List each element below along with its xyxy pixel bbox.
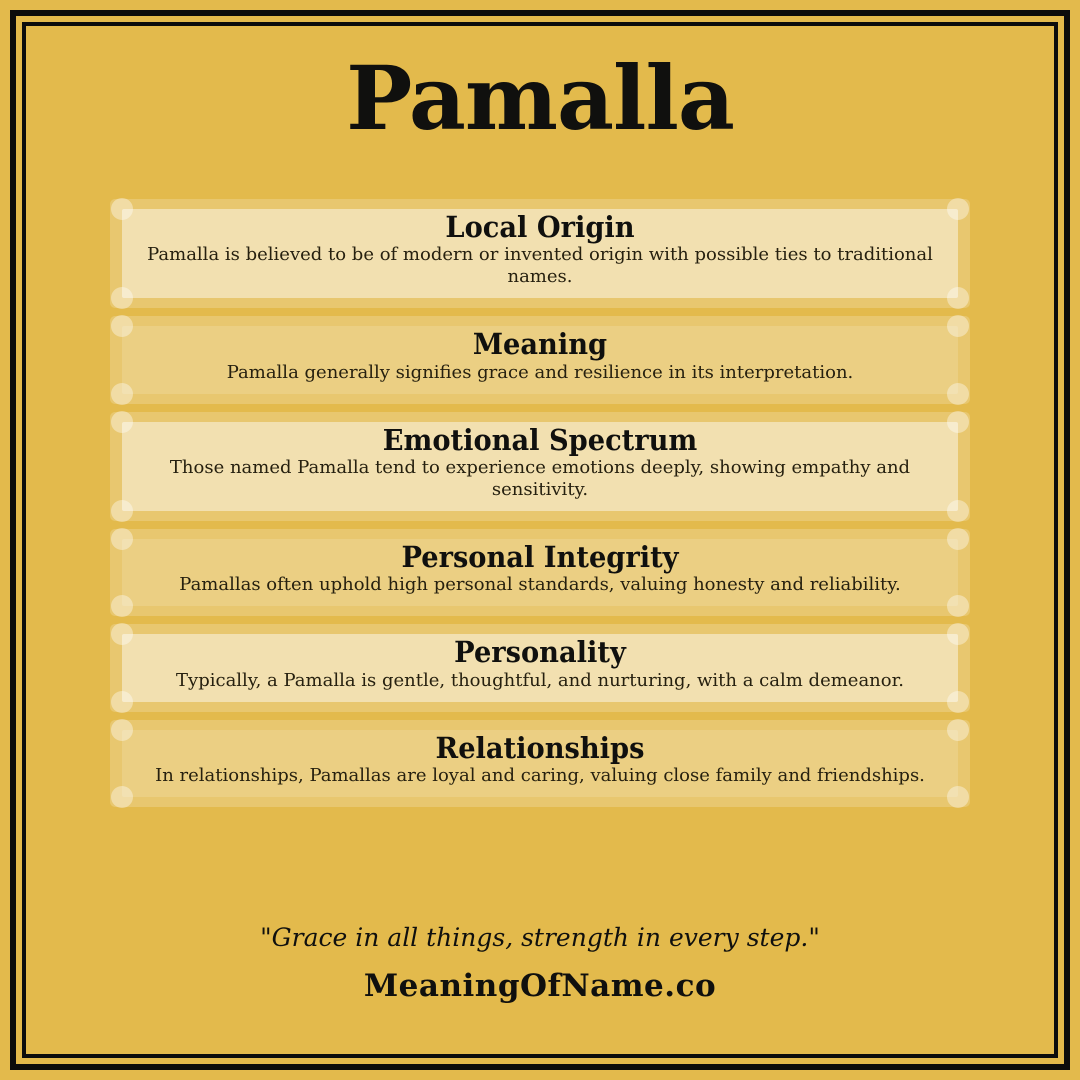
poster-content [26, 26, 1054, 1054]
section-heading: Local Origin [445, 209, 635, 244]
section-card-panel [122, 326, 958, 393]
section-body: Pamalla is believed to be of modern or invented origin with possible ties to traditional names. [147, 244, 933, 288]
tagline-quote: "Grace in all things, strength in every step." [260, 923, 820, 953]
corner-dot-icon [111, 719, 133, 741]
corner-dot-icon [111, 595, 133, 617]
corner-dot-icon [111, 315, 133, 337]
corner-dot-icon [111, 500, 133, 522]
corner-dot-icon [947, 500, 969, 522]
section-body: Typically, a Pamalla is gentle, thoughtful, and nurturing, with a calm demeanor. [176, 669, 904, 691]
section-heading: Personal Integrity [401, 539, 679, 574]
section-heading: Meaning [472, 327, 608, 362]
section-card-list [110, 199, 970, 807]
section-card-emotional-spectrum [110, 412, 970, 521]
section-card-local-origin [110, 199, 970, 308]
corner-dot-icon [111, 786, 133, 808]
corner-dot-icon [111, 287, 133, 309]
corner-dot-icon [947, 719, 969, 741]
corner-dot-icon [947, 411, 969, 433]
section-card-panel [122, 539, 958, 606]
corner-dot-icon [111, 411, 133, 433]
section-card-panel [122, 634, 958, 701]
corner-dot-icon [111, 528, 133, 550]
corner-dot-icon [111, 198, 133, 220]
corner-dot-icon [947, 287, 969, 309]
corner-dot-icon [947, 315, 969, 337]
section-card-relationships [110, 720, 970, 807]
section-heading: Emotional Spectrum [382, 422, 698, 457]
corner-dot-icon [111, 691, 133, 713]
section-heading: Relationships [435, 730, 645, 765]
section-body: Pamalla generally signifies grace and resilience in its interpretation. [226, 361, 854, 383]
corner-dot-icon [947, 528, 969, 550]
brand-name: MeaningOfName.co [363, 968, 717, 1005]
section-card-panel [122, 422, 958, 511]
section-card-panel [122, 730, 958, 797]
section-card-personal-integrity [110, 529, 970, 616]
section-body: In relationships, Pamallas are loyal and caring, valuing close family and friendships. [155, 765, 925, 787]
corner-dot-icon [111, 383, 133, 405]
page-title: Pamalla [346, 46, 734, 150]
section-heading: Personality [454, 635, 626, 670]
corner-dot-icon [947, 383, 969, 405]
corner-dot-icon [947, 623, 969, 645]
corner-dot-icon [947, 198, 969, 220]
section-card-personality [110, 624, 970, 711]
section-body: Those named Pamalla tend to experience emotions deeply, showing empathy and sensitivity. [169, 456, 911, 500]
section-card-panel [122, 209, 958, 298]
section-body: Pamallas often uphold high personal standards, valuing honesty and reliability. [179, 574, 901, 596]
corner-dot-icon [947, 595, 969, 617]
corner-dot-icon [947, 691, 969, 713]
section-card-meaning [110, 316, 970, 403]
corner-dot-icon [947, 786, 969, 808]
corner-dot-icon [111, 623, 133, 645]
